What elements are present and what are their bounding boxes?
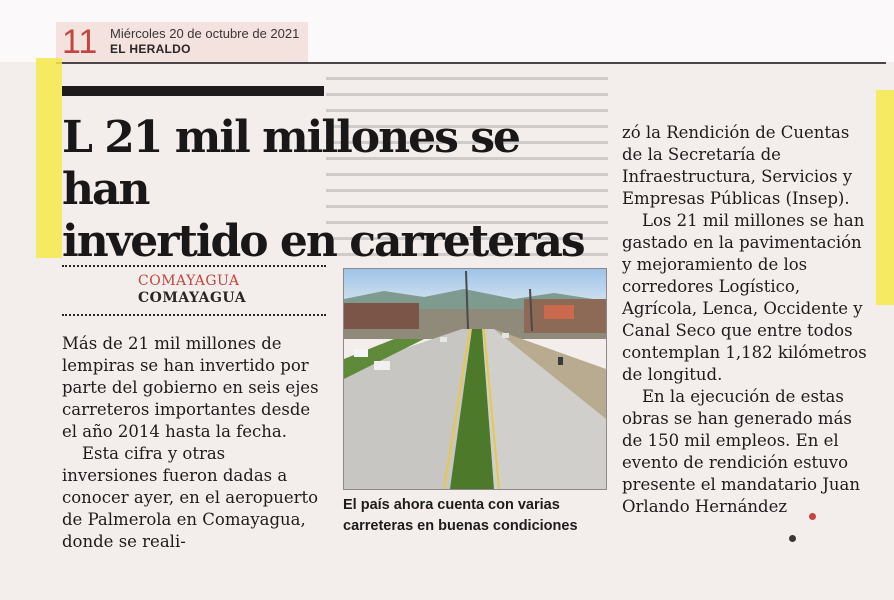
headline-line-1: L 21 mil millones se han (62, 112, 519, 215)
kicker-location-red: COMAYAGUA (138, 273, 240, 289)
highlighter-mark-right (876, 90, 894, 305)
article-headline (62, 112, 614, 268)
page-number: 11 (62, 23, 98, 61)
kicker-divider-bottom (62, 314, 326, 316)
photo-caption: El país ahora cuenta con varias carreteras en buenas condiciones (343, 497, 578, 534)
newspaper-name: EL HERALDO (110, 42, 191, 56)
kicker-divider-top (62, 265, 326, 267)
article-end-dots-icon (789, 504, 805, 512)
headline-line-2: invertido en carreteras (62, 216, 584, 267)
paragraph-text: En la ejecución de estas obras se han generado más de 150 mil empleos. En el evento de rendición estuvo presente el mandatario Juan Orlando Hernández (622, 387, 861, 516)
end-dot-dark (789, 535, 796, 542)
end-dot-red (809, 513, 816, 520)
paragraph: Los 21 mil millones se han gastado en la pavimentación y mejoramiento de los corredores Logístico, Agrícola, Lenca, Occidente y Canal Seco que entre todos contemplan 1,182 kilómetros de longitud. (622, 211, 867, 384)
paragraph: zó la Rendición de Cuentas de la Secretaría de Infraestructura, Servicios y Empresas Públicas (Insep). (622, 123, 853, 208)
paragraph: Esta cifra y otras inversiones fueron dadas a conocer ayer, en el aeropuerto de Palmerola en Comayagua, donde se reali- (62, 444, 319, 551)
paragraph: Más de 21 mil millones de lempiras se han invertido por parte del gobierno en seis ejes carreteros importantes desde el año 2014 hasta la fecha. (62, 334, 319, 441)
issue-date: Miércoles 20 de octubre de 2021 (110, 26, 300, 41)
article-column-3 (622, 122, 872, 518)
headline-bar (62, 86, 324, 96)
kicker-location: COMAYAGUA (138, 290, 247, 306)
article-photo-highway (343, 268, 607, 490)
article-column-1 (62, 333, 324, 553)
paragraph-final (622, 386, 872, 518)
highway-photo-illustration (344, 269, 606, 489)
highlighter-mark-left (36, 58, 62, 258)
